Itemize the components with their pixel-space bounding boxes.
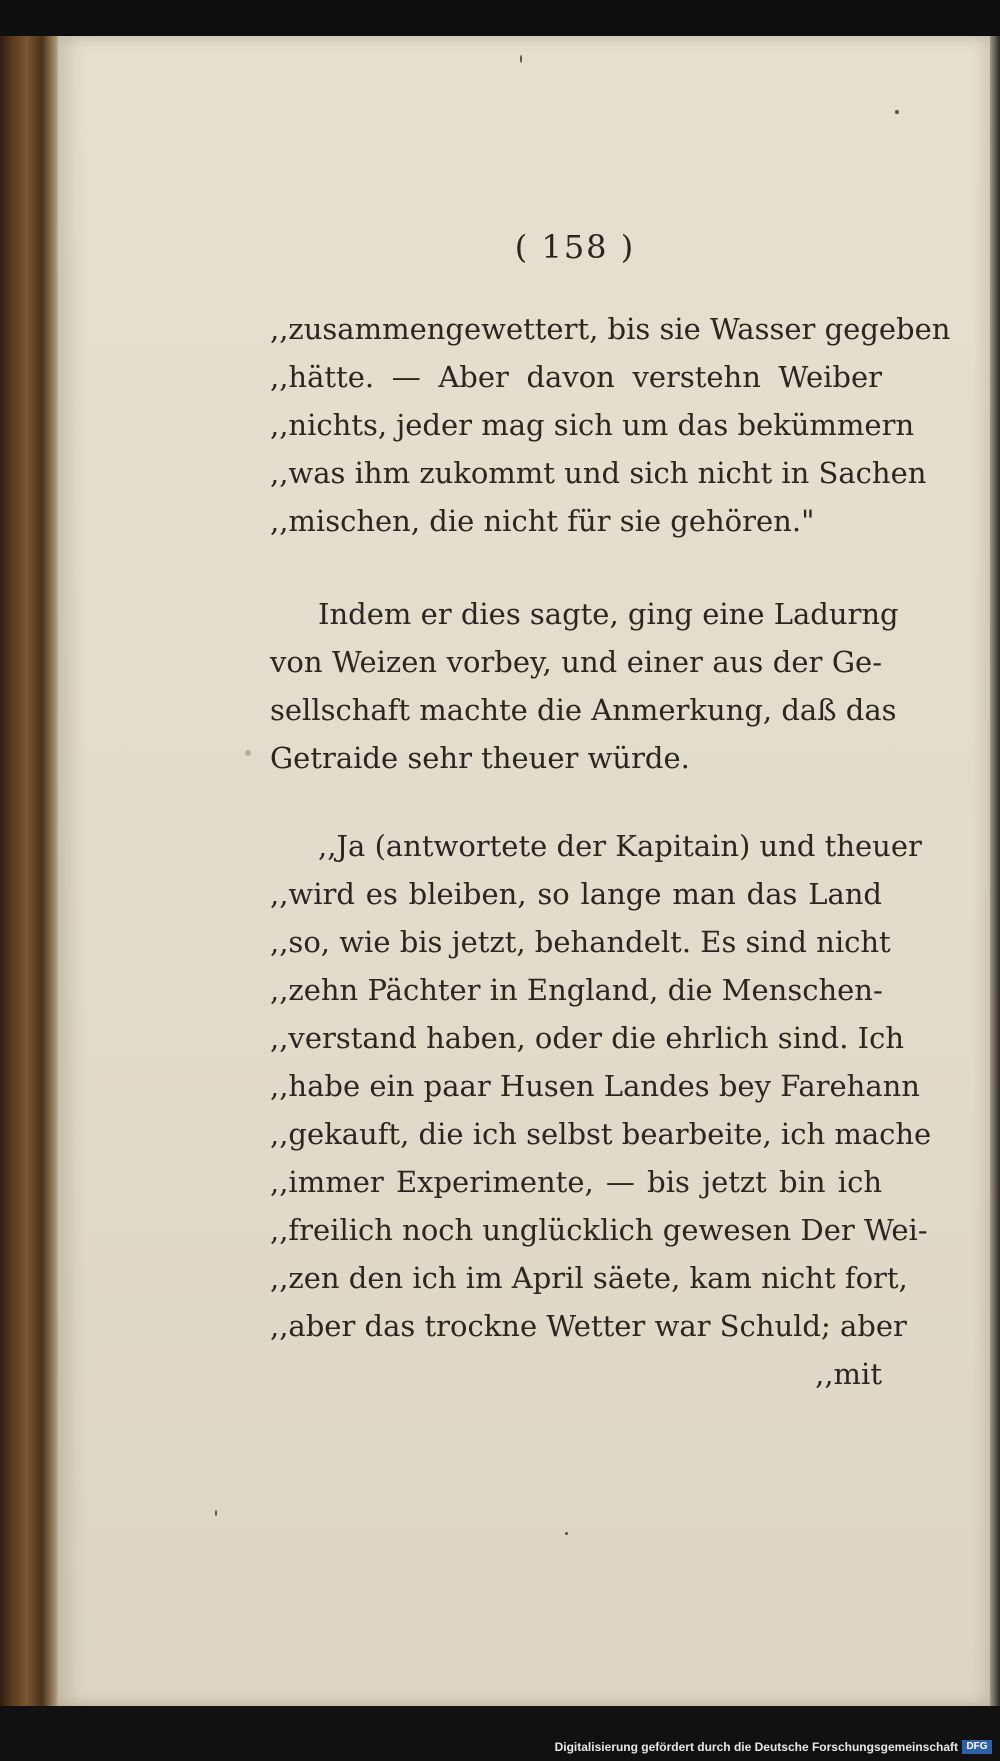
text-line: ,,wird es bleiben, so lange man das Land <box>270 877 882 911</box>
text-line: Indem er dies sagte, ging eine Ladurng <box>318 597 899 631</box>
paper-speck <box>245 750 251 756</box>
paragraph-1 <box>270 305 951 545</box>
text-line: Getraide sehr theuer würde. <box>270 741 690 775</box>
paper-speck <box>520 55 522 63</box>
paragraph-3 <box>270 822 932 1398</box>
scanner-top-border <box>0 0 1000 40</box>
text-line: sellschaft machte die Anmerkung, daß das <box>270 693 897 727</box>
paragraph-2 <box>270 590 899 782</box>
digitization-credit: Digitalisierung gefördert durch die Deutsche Forschungsgemeinschaft <box>554 1740 958 1754</box>
text-line: ,,mischen, die nicht für sie gehören." <box>270 504 815 538</box>
page-number: ( 158 ) <box>514 228 636 266</box>
paper-speck <box>895 110 899 114</box>
text-line: ,,zusammengewettert, bis sie Wasser gegeben <box>270 312 951 346</box>
paper-speck <box>565 1532 568 1535</box>
text-line: ,,hätte. — Aber davon verstehn Weiber <box>270 360 882 394</box>
dfg-logo: DFG <box>962 1740 992 1754</box>
text-line: ,,zen den ich im April säete, kam nicht fort, <box>270 1261 908 1295</box>
text-line: ,,verstand haben, oder die ehrlich sind. Ich <box>270 1021 905 1055</box>
text-line: ,,was ihm zukommt und sich nicht in Sachen <box>270 456 927 490</box>
page-edge-right <box>990 36 1000 1706</box>
book-edge-left <box>0 36 60 1706</box>
text-line: von Weizen vorbey, und einer aus der Ge- <box>270 645 882 679</box>
text-line: ,,aber das trockne Wetter war Schuld; aber <box>270 1309 907 1343</box>
text-line: ,,so, wie bis jetzt, behandelt. Es sind nicht <box>270 925 891 959</box>
text-line: ,,immer Experimente, — bis jetzt bin ich <box>270 1165 882 1199</box>
text-line: ,,habe ein paar Husen Landes bey Farehann <box>270 1069 920 1103</box>
text-line: ,,gekauft, die ich selbst bearbeite, ich mache <box>270 1117 932 1151</box>
text-line: ,,zehn Pächter in England, die Menschen- <box>270 973 883 1007</box>
paper-speck <box>215 1510 217 1516</box>
text-line: ,,freilich noch unglücklich gewesen Der Wei- <box>270 1213 928 1247</box>
text-line: ,,nichts, jeder mag sich um das bekümmern <box>270 408 915 442</box>
text-line: ,,Ja (antwortete der Kapitain) und theuer <box>318 829 922 863</box>
catchword: ,,mit <box>815 1357 882 1391</box>
